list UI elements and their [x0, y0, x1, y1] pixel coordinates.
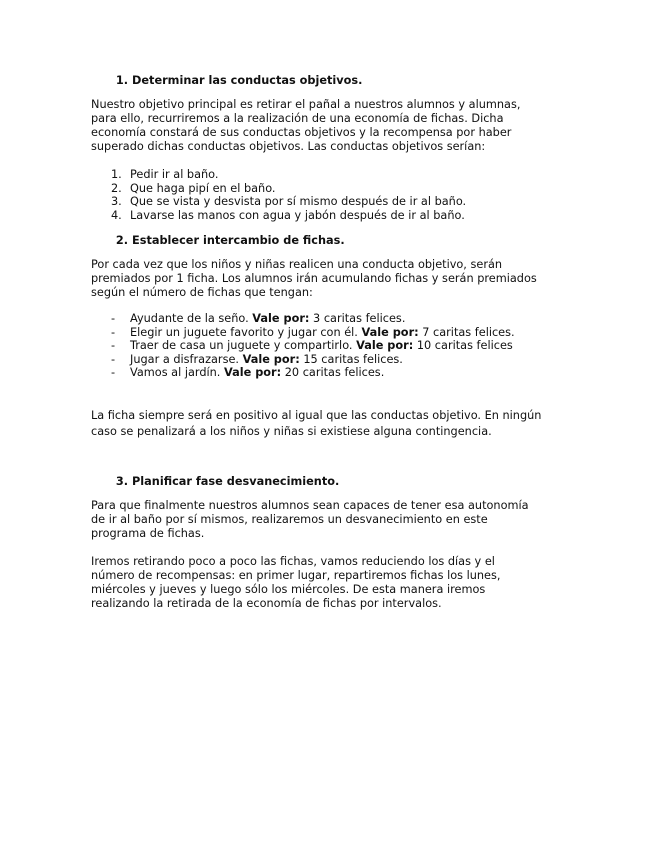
paragraph-line: Por cada vez que los niños y niñas realicen una conducta objetivo, serán [91, 258, 503, 271]
reward-value: 7 caritas felices. [418, 325, 515, 339]
section-3-heading [91, 475, 571, 489]
vale-por-label: Vale por: [242, 352, 300, 366]
paragraph-line: premiados por 1 ficha. Los alumnos irán acumulando fichas y serán premiados [91, 272, 537, 285]
section-2-number: 2. [115, 234, 128, 247]
list-dash: - [111, 366, 116, 379]
conductas-list [91, 168, 571, 222]
list-item-text: Que haga pipí en el baño. [130, 181, 276, 195]
list-item [91, 353, 571, 367]
list-item [91, 168, 571, 182]
vale-por-label: Vale por: [252, 312, 310, 325]
list-item-text: Que se vista y desvista por sí mismo después de ir al baño. [130, 195, 467, 208]
list-number: 2. [111, 181, 122, 195]
section-1-title: Determinar las conductas objetivos. [132, 74, 363, 87]
paragraph-line: caso se penalizará a los niños y niñas si existiese alguna contingencia. [91, 424, 492, 438]
paragraph-line: número de recompensas: en primer lugar, repartiremos fichas los lunes, [91, 568, 501, 582]
list-item [91, 312, 571, 326]
paragraph-line: Para que finalmente nuestros alumnos sean capaces de tener esa autonomía [91, 498, 529, 512]
paragraph-line: para ello, recurriremos a la realización de una economía de fichas. Dicha [91, 112, 504, 125]
rewards-list [91, 312, 571, 380]
list-item-text [130, 366, 384, 380]
list-dash: - [111, 352, 116, 366]
list-item-text: Lavarse las manos con agua y jabón después de ir al baño. [130, 208, 465, 222]
section-1-intro [91, 98, 571, 154]
reward-text: Jugar a disfrazarse. [130, 352, 243, 366]
section-3-paragraph-1 [91, 499, 571, 541]
section-2-intro [91, 258, 571, 300]
section-2-heading [91, 234, 571, 248]
list-item [91, 209, 571, 223]
list-item-text [130, 312, 405, 326]
list-item-text [130, 353, 403, 367]
reward-value: 20 caritas felices. [281, 366, 385, 379]
vale-por-label: Vale por: [356, 339, 414, 352]
paragraph-line: superado dichas conductas objetivos. Las conductas objetivos serían: [91, 140, 486, 153]
paragraph-line: Iremos retirando poco a poco las fichas, vamos reduciendo los días y el [91, 554, 495, 568]
list-item [91, 326, 571, 340]
list-dash: - [111, 312, 116, 325]
list-item-text: Pedir ir al baño. [130, 168, 219, 181]
paragraph-line: de ir al baño por sí mismos, realizaremos un desvanecimiento en este [91, 512, 488, 526]
paragraph-line: La ficha siempre será en positivo al igual que las conductas objetivo. En ningún [91, 408, 542, 422]
list-number: 1. [111, 168, 122, 181]
reward-text: Vamos al jardín. [130, 366, 224, 379]
section-1-number: 1. [115, 74, 128, 87]
vale-por-label: Vale por: [223, 366, 282, 379]
list-number: 4. [111, 208, 122, 222]
reward-text: Traer de casa un juguete y compartirlo. [130, 339, 357, 352]
paragraph-line: miércoles y jueves y luego sólo los miércoles. De esta manera iremos [91, 582, 486, 596]
list-item [91, 195, 571, 209]
list-item-text [130, 339, 513, 353]
document-page [91, 74, 571, 611]
paragraph-line: realizando la retirada de la economía de fichas por intervalos. [91, 596, 442, 610]
list-dash: - [111, 339, 116, 352]
list-item [91, 366, 571, 380]
section-2-outro [91, 409, 571, 439]
section-1-heading [91, 74, 571, 88]
reward-value: 15 caritas felices. [299, 352, 403, 366]
list-dash: - [111, 325, 116, 339]
section-3-number: 3. [115, 474, 128, 488]
paragraph-line: según el número de fichas que tengan: [91, 286, 313, 299]
list-item [91, 182, 571, 196]
reward-text: Elegir un juguete favorito y jugar con él. [130, 325, 362, 339]
list-number: 3. [111, 195, 122, 208]
section-3-paragraph-2 [91, 555, 571, 611]
paragraph-line: programa de fichas. [91, 526, 205, 540]
paragraph-line: Nuestro objetivo principal es retirar el pañal a nuestros alumnos y alumnas, [91, 98, 521, 111]
vale-por-label: Vale por: [361, 325, 419, 339]
list-item-text [130, 326, 515, 340]
section-2-title: Establecer intercambio de fichas. [132, 234, 345, 247]
section-3-title: Planificar fase desvanecimiento. [132, 474, 340, 488]
reward-text: Ayudante de la seño. [130, 312, 253, 325]
reward-value: 10 caritas felices [413, 339, 513, 352]
reward-value: 3 caritas felices. [309, 312, 406, 325]
paragraph-line: economía constará de sus conductas objetivos y la recompensa por haber [91, 126, 512, 139]
list-item [91, 339, 571, 353]
